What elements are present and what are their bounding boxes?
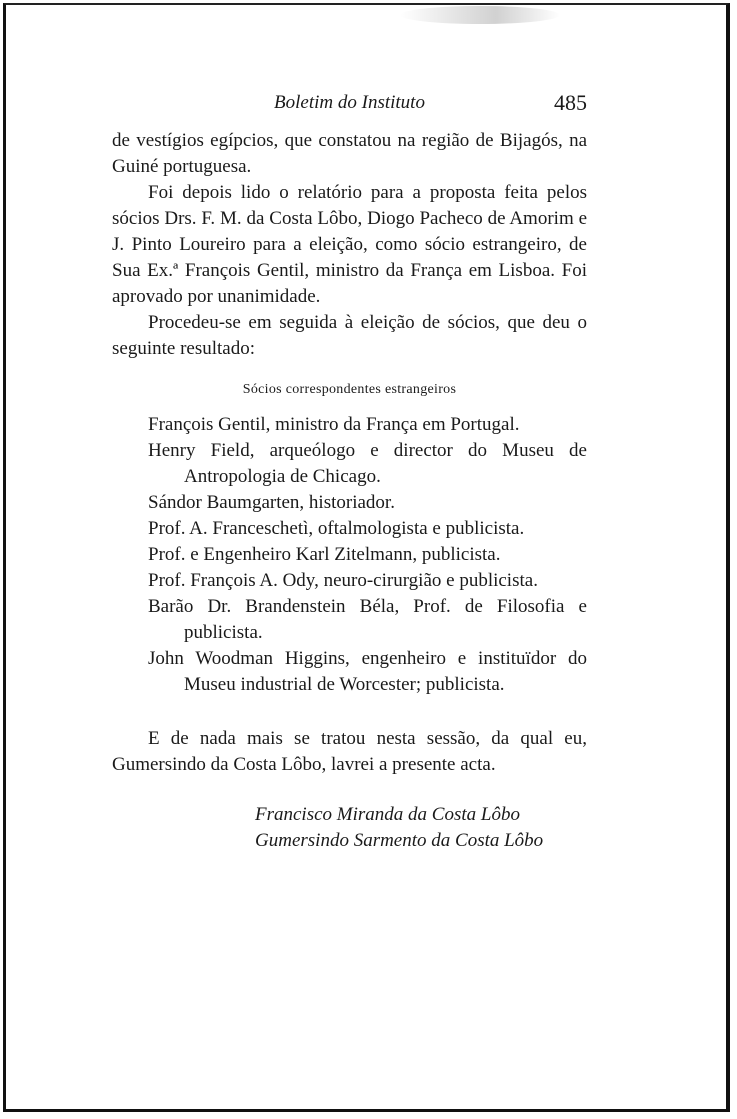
signature-francisco: Francisco Miranda da Costa Lôbo <box>255 804 520 825</box>
list-item: Prof. A. Franceschetì, oftalmologista e publicista. <box>148 518 525 539</box>
list-item: Prof. François A. Ody, neuro-cirurgião e publicista. <box>148 570 538 591</box>
scan-smudge <box>400 6 560 24</box>
paragraph-election: Procedeu-se em seguida à eleição de sócios, que deu o seguinte resultado: <box>112 312 587 359</box>
closing-paragraph: E de nada mais se tratou nesta sessão, da qual eu, Gumersindo da Costa Lôbo, lavrei a presente acta. <box>112 728 587 775</box>
paragraph-continuation: de vestígios egípcios, que constatou na região de Bijagós, na Guiné portuguesa. <box>112 130 587 177</box>
list-item: Henry Field, arqueólogo e director do Museu de Antropologia de Chicago. <box>148 440 587 487</box>
list-item: John Woodman Higgins, engenheiro e instituïdor do Museu industrial de Worcester; publicista. <box>148 648 587 695</box>
list-item: Barão Dr. Brandenstein Béla, Prof. de Filosofia e publicista. <box>148 596 587 643</box>
list-item: Prof. e Engenheiro Karl Zitelmann, publicista. <box>148 544 501 565</box>
paragraph-report: Foi depois lido o relatório para a proposta feita pelos sócios Drs. F. M. da Costa Lôbo, Diogo Pacheco de Amorim e J. Pinto Loureiro para a eleição, como sócio estrangeiro, de Sua Ex.ª François Gentil, ministro da França em Lisboa. Foi aprovado por unanimidade. <box>112 182 587 307</box>
running-title: Boletim do Instituto <box>274 92 425 113</box>
running-header <box>112 88 587 128</box>
member-list <box>112 412 587 698</box>
page-number: 485 <box>554 90 587 115</box>
list-item: François Gentil, ministro da França em Portugal. <box>148 414 520 435</box>
page-text <box>112 88 587 854</box>
signature-gumersindo: Gumersindo Sarmento da Costa Lôbo <box>255 830 544 851</box>
list-item: Sándor Baumgarten, historiador. <box>148 492 395 513</box>
section-heading: Sócios correspondentes estrangeiros <box>242 382 457 397</box>
signatures <box>112 802 587 854</box>
